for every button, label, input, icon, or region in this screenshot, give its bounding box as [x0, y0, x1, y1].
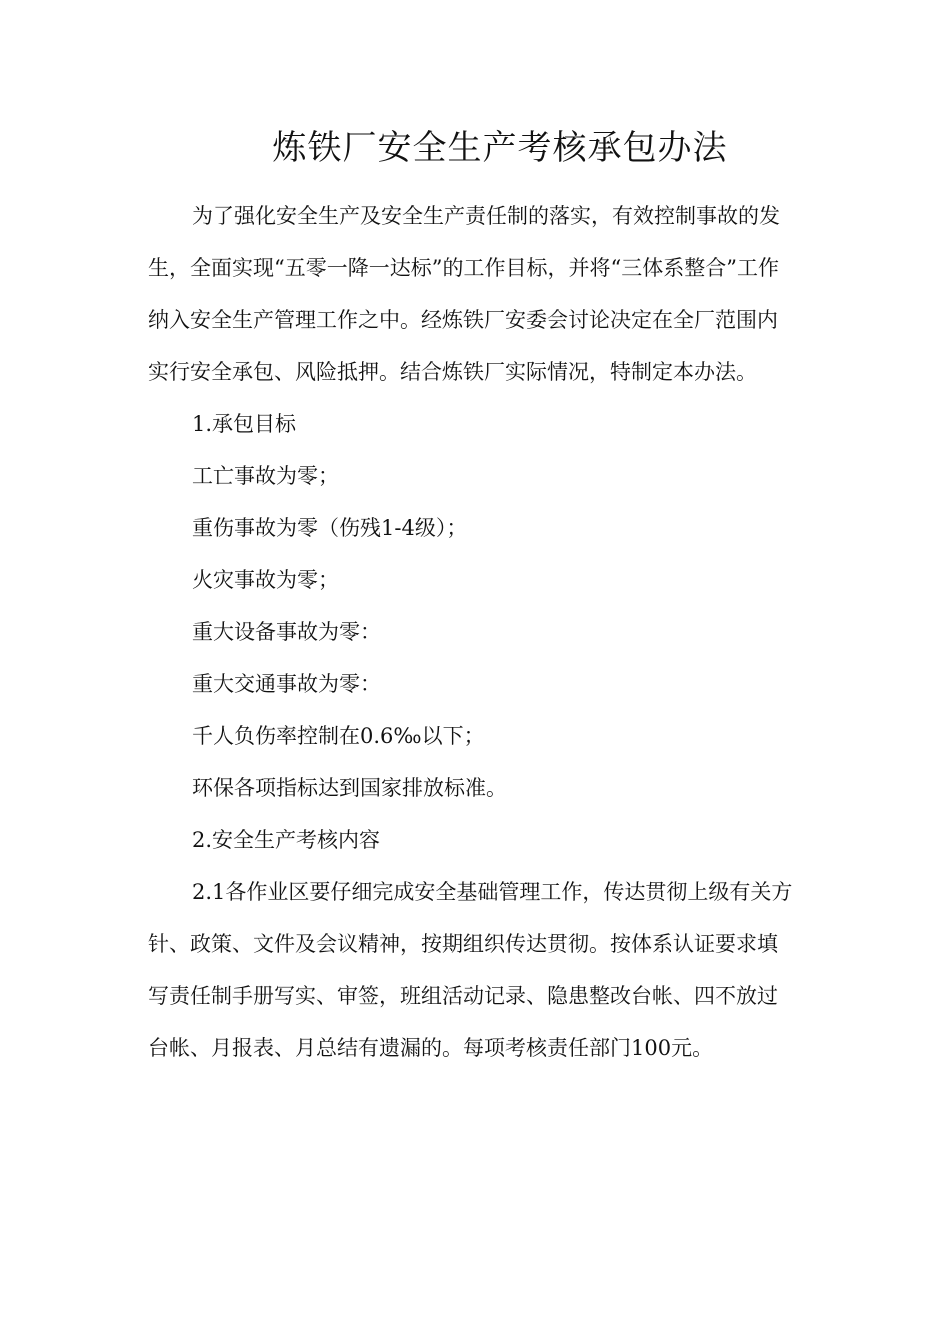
target-item: 工亡事故为零； [192, 464, 339, 488]
intro-paragraph: 为了强化安全生产及安全生产责任制的落实，有效控制事故的发生，全面实现“五零一降一达标”的工作目标，并将“三体系整合”工作纳入安全生产管理工作之中。经炼铁厂安委会讨论决定在全厂范围内实行安全承包、风险抵押。结合炼铁厂实际情况，特制定本办法。 [148, 204, 780, 384]
section-heading-targets: 1.承包目标 [192, 412, 297, 436]
target-item: 重伤事故为零（伤残1-4级）； [192, 516, 468, 540]
target-item: 火灾事故为零； [192, 568, 339, 592]
target-item: 重大交通事故为零： [192, 672, 381, 696]
document-body [148, 190, 798, 1074]
document-title: 炼铁厂安全生产考核承包办法 [272, 128, 728, 168]
target-item: 重大设备事故为零： [192, 620, 381, 644]
target-item: 环保各项指标达到国家排放标准。 [192, 776, 507, 800]
target-item: 千人负伤率控制在0.6‰以下； [192, 724, 485, 748]
clause-2-1: 2.1各作业区要仔细完成安全基础管理工作，传达贯彻上级有关方针、政策、文件及会议精神，按期组织传达贯彻。按体系认证要求填写责任制手册写实、审签，班组活动记录、隐患整改台帐、四不放过台帐、月报表、月总结有遗漏的。每项考核责任部门100元。 [148, 880, 793, 1060]
section-heading-assessment: 2.安全生产考核内容 [192, 828, 381, 852]
